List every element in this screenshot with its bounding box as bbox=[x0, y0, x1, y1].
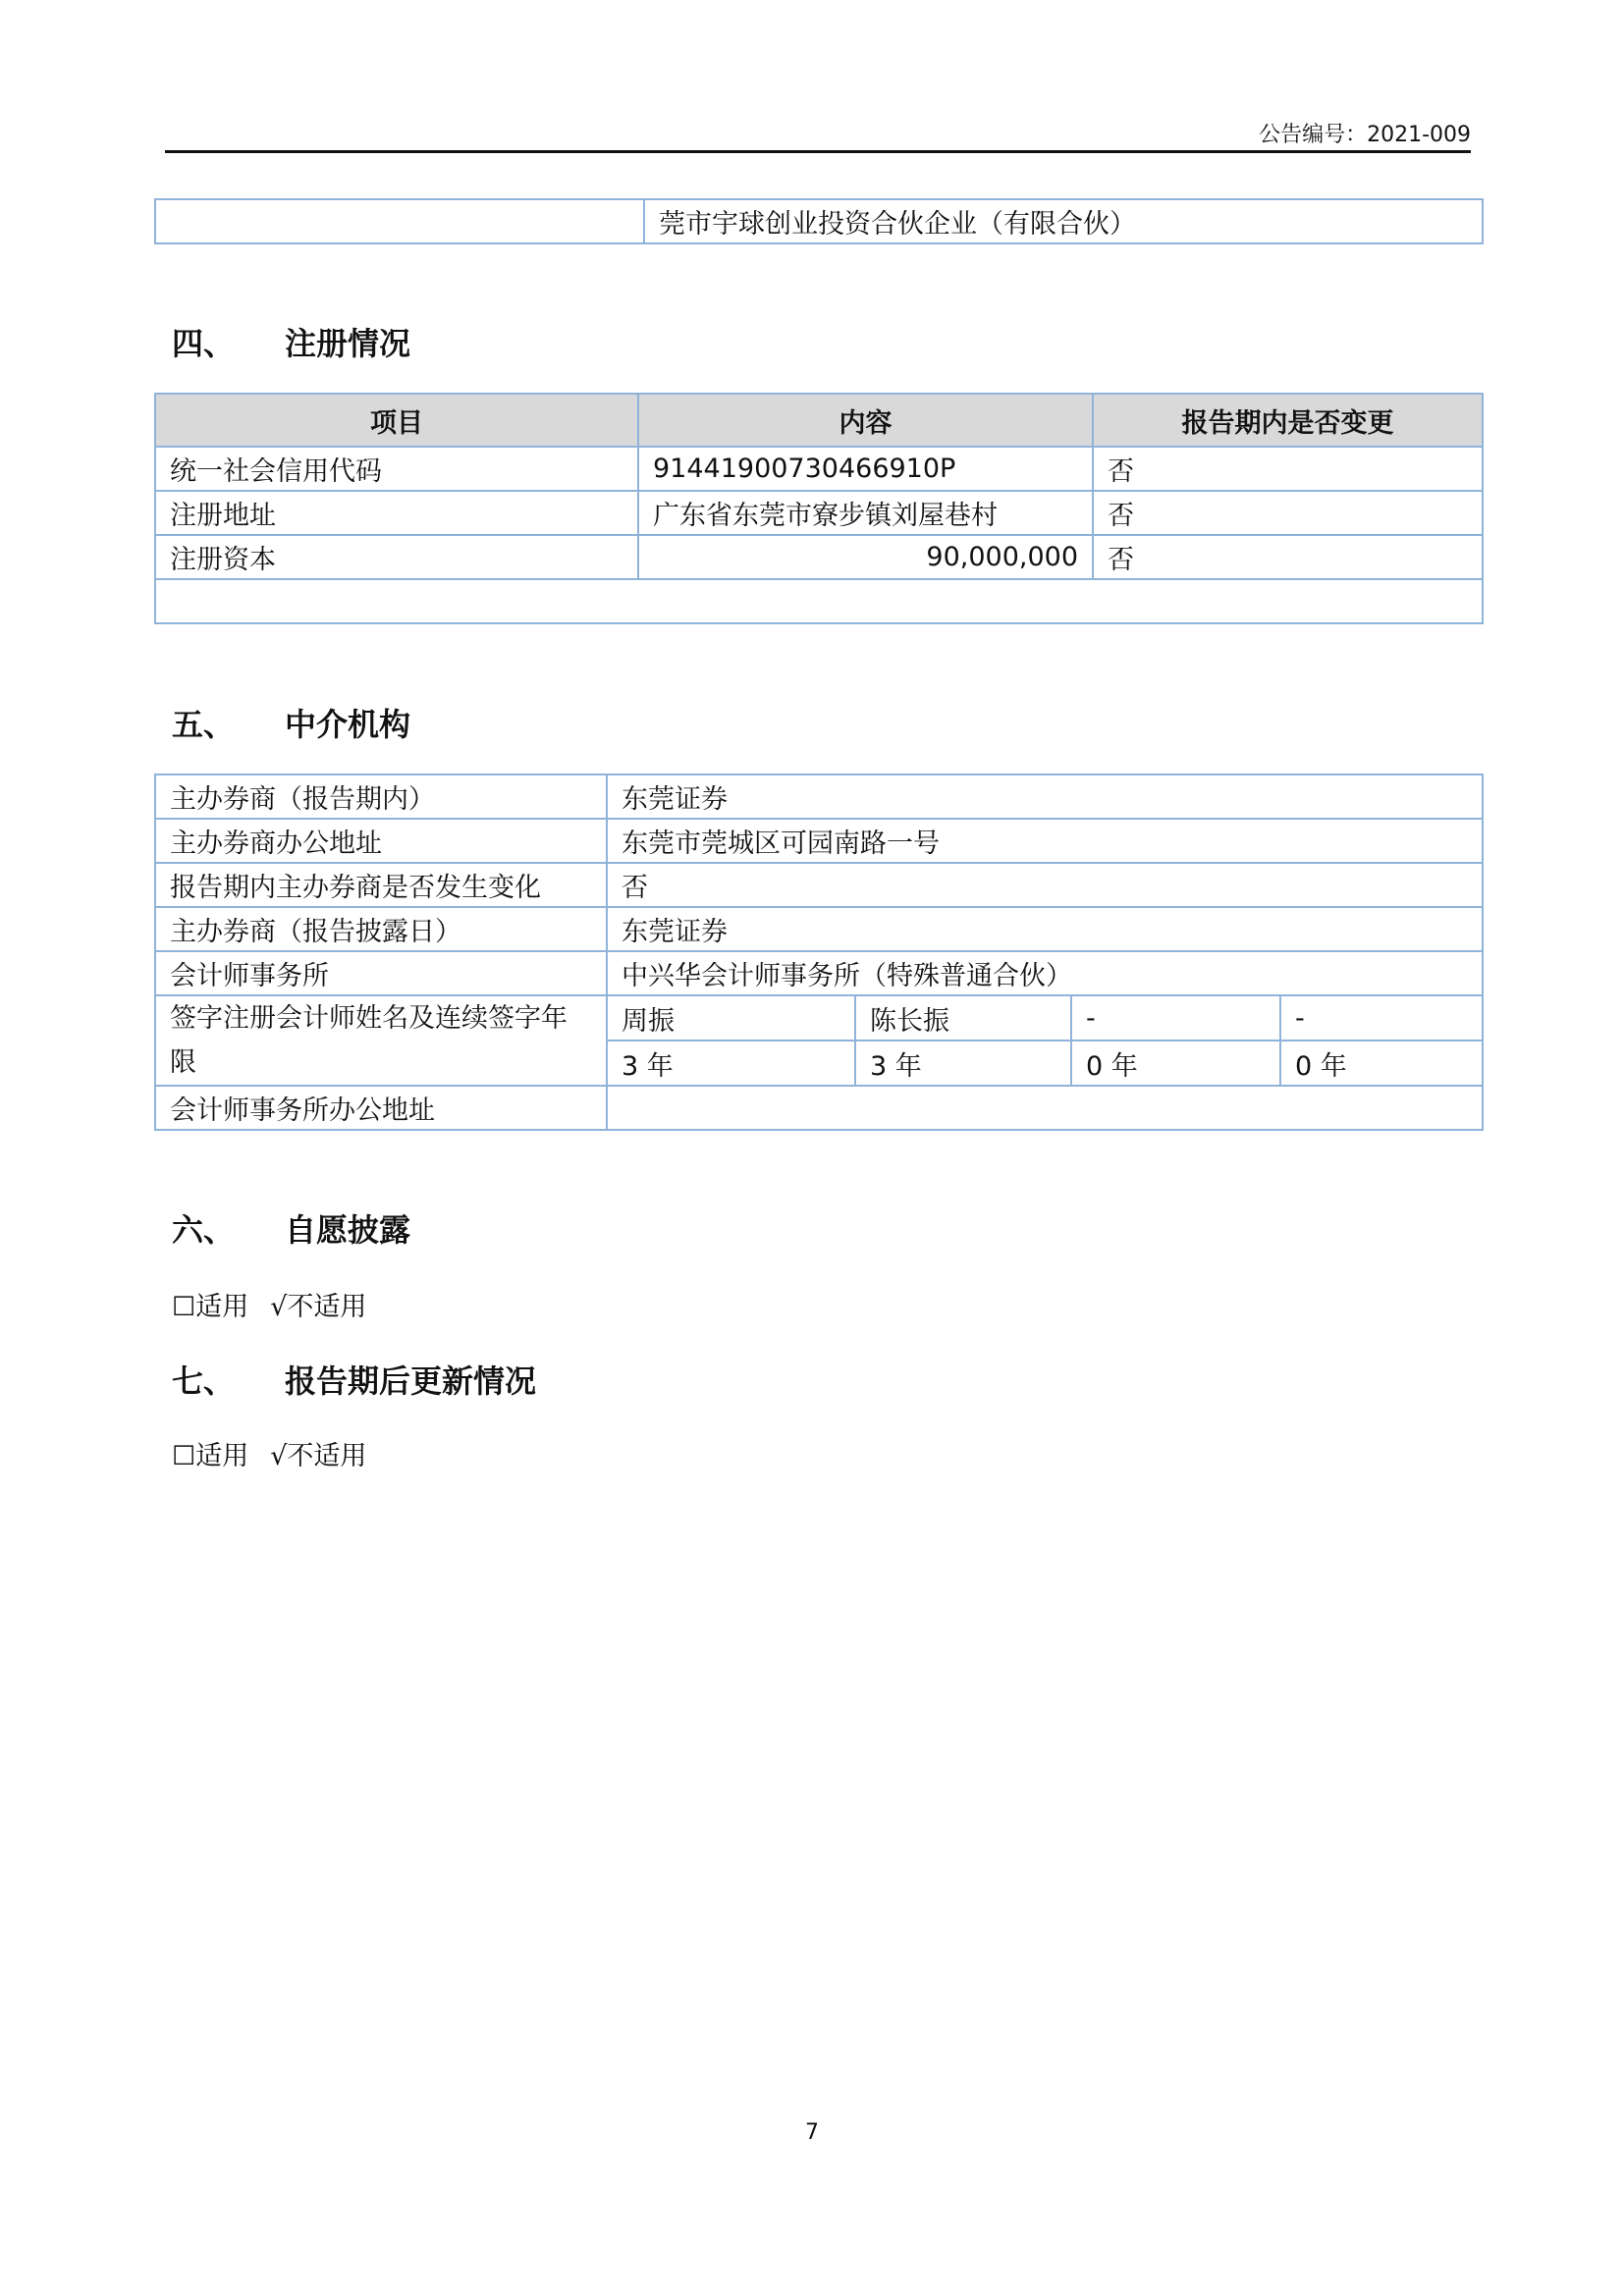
table-cell: 0 年 bbox=[1071, 1041, 1280, 1086]
table-cell: 注册资本 bbox=[155, 535, 638, 579]
section-heading-4 bbox=[172, 319, 410, 364]
table-row bbox=[155, 491, 1483, 535]
page-number: 7 bbox=[805, 2120, 819, 2145]
table-header-row bbox=[155, 394, 1483, 447]
table-cell: 会计师事务所办公地址 bbox=[155, 1086, 607, 1130]
table-row bbox=[155, 863, 1483, 907]
section-number: 四、 bbox=[172, 325, 236, 362]
table-row bbox=[155, 995, 1483, 1041]
header-rule bbox=[165, 150, 1471, 153]
table-cell: 主办券商（报告期内） bbox=[155, 774, 607, 819]
table-row bbox=[155, 819, 1483, 863]
intermediary-table bbox=[154, 774, 1484, 1131]
table-cell: - bbox=[1280, 995, 1483, 1041]
table-cell: 3 年 bbox=[607, 1041, 855, 1086]
table-row bbox=[155, 579, 1483, 623]
table-row bbox=[155, 907, 1483, 951]
table-cell bbox=[607, 1086, 1483, 1130]
section-title: 注册情况 bbox=[285, 325, 411, 362]
not-applicable-checkbox: √不适用 bbox=[270, 1292, 367, 1322]
applicable-checkbox: ☐适用 bbox=[172, 1292, 249, 1322]
table-cell: 会计师事务所 bbox=[155, 951, 607, 995]
table-cell: 东莞证券 bbox=[607, 907, 1483, 951]
table-cell: 报告期内主办券商是否发生变化 bbox=[155, 863, 607, 907]
section-number: 五、 bbox=[172, 706, 236, 743]
table-row bbox=[155, 1086, 1483, 1130]
section-number: 六、 bbox=[172, 1211, 236, 1249]
column-header: 项目 bbox=[155, 394, 638, 447]
section-title: 自愿披露 bbox=[285, 1211, 411, 1249]
table-cell: 中兴华会计师事务所（特殊普通合伙） bbox=[607, 951, 1483, 995]
table-cell: 签字注册会计师姓名及连续签字年限 bbox=[155, 995, 607, 1086]
continued-table bbox=[154, 198, 1484, 244]
table-cell: 0 年 bbox=[1280, 1041, 1483, 1086]
applicable-checkbox: ☐适用 bbox=[172, 1441, 249, 1471]
column-header: 内容 bbox=[638, 394, 1093, 447]
table-cell: 否 bbox=[607, 863, 1483, 907]
applicability-options bbox=[172, 1285, 366, 1323]
table-row bbox=[155, 447, 1483, 491]
table-cell: 注册地址 bbox=[155, 491, 638, 535]
table-row bbox=[155, 535, 1483, 579]
column-header: 报告期内是否变更 bbox=[1093, 394, 1483, 447]
table-cell: 否 bbox=[1093, 447, 1483, 491]
table-cell: - bbox=[1071, 995, 1280, 1041]
table-row bbox=[155, 774, 1483, 819]
table-cell: 广东省东莞市寮步镇刘屋巷村 bbox=[638, 491, 1093, 535]
table-cell: 东莞证券 bbox=[607, 774, 1483, 819]
table-cell: 东莞市莞城区可园南路一号 bbox=[607, 819, 1483, 863]
table-cell: 91441900730466910P bbox=[638, 447, 1093, 491]
table-cell: 否 bbox=[1093, 491, 1483, 535]
table-cell: 统一社会信用代码 bbox=[155, 447, 638, 491]
table-cell: 3 年 bbox=[855, 1041, 1071, 1086]
section-heading-7 bbox=[172, 1357, 536, 1402]
table-cell: 周振 bbox=[607, 995, 855, 1041]
section-heading-6 bbox=[172, 1205, 410, 1251]
table-row bbox=[155, 951, 1483, 995]
table-cell: 主办券商（报告披露日） bbox=[155, 907, 607, 951]
table-cell: 90,000,000 bbox=[638, 535, 1093, 579]
not-applicable-checkbox: √不适用 bbox=[270, 1441, 367, 1471]
section-number: 七、 bbox=[172, 1362, 236, 1400]
section-title: 中介机构 bbox=[285, 706, 411, 743]
applicability-options bbox=[172, 1434, 366, 1472]
section-title: 报告期后更新情况 bbox=[285, 1362, 537, 1400]
section-heading-5 bbox=[172, 700, 410, 745]
empty-cell bbox=[155, 199, 644, 243]
registration-table bbox=[154, 393, 1484, 624]
table-cell: 陈长振 bbox=[855, 995, 1071, 1041]
table-row bbox=[155, 199, 1483, 243]
empty-cell bbox=[155, 579, 1483, 623]
table-cell: 否 bbox=[1093, 535, 1483, 579]
table-cell: 莞市宇球创业投资合伙企业（有限合伙） bbox=[644, 199, 1483, 243]
announcement-number: 公告编号：2021-009 bbox=[1259, 123, 1471, 147]
table-cell: 主办券商办公地址 bbox=[155, 819, 607, 863]
